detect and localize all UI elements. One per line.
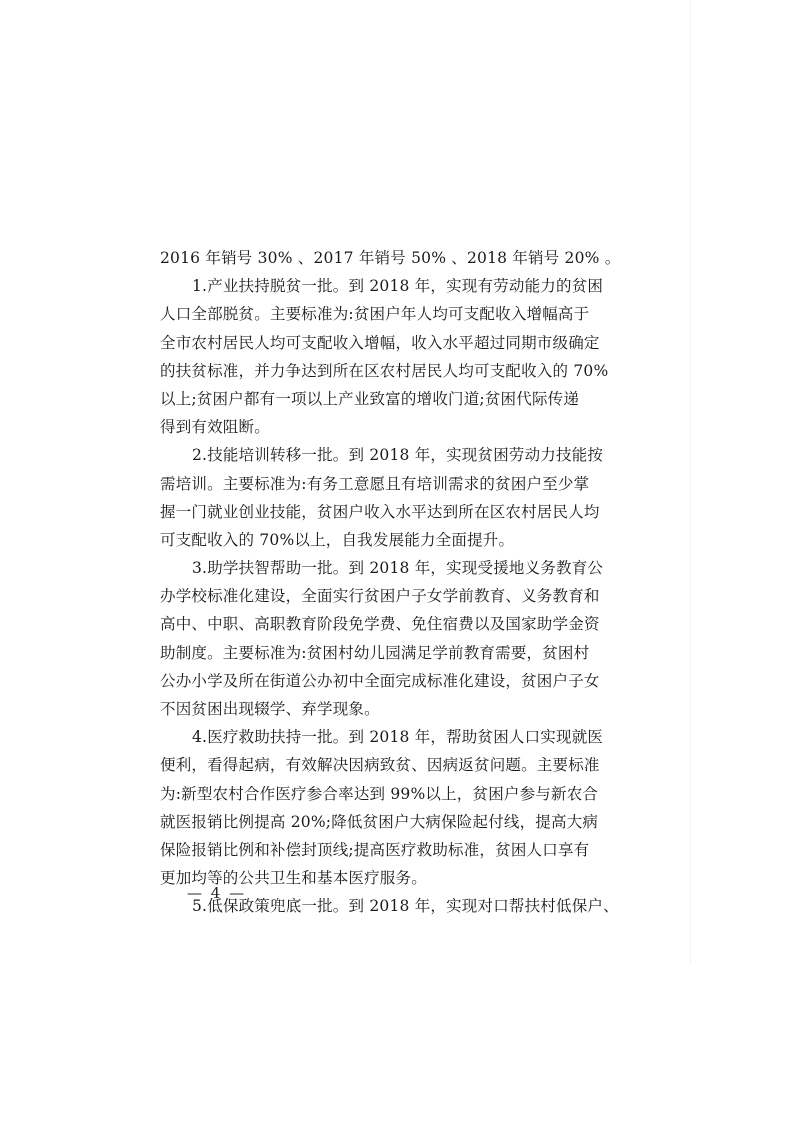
- text-line: 更加均等的公共卫生和基本医疗服务。: [160, 869, 427, 888]
- text-line: 的扶贫标准，并力争达到所在区农村居民人均可支配收入的 70%: [160, 361, 609, 380]
- text-line: 4.医疗救助扶持一批。到 2018 年，帮助贫困人口实现就医: [192, 728, 604, 747]
- text-line: 1.产业扶持脱贫一批。到 2018 年，实现有劳动能力的贫困: [192, 277, 604, 296]
- text-line: 握一门就业创业技能，贫困户收入水平达到所在区农村居民人均: [160, 502, 600, 521]
- text-line: 全市农村居民人均可支配收入增幅，收入水平超过同期市级确定: [160, 333, 600, 352]
- text-line: 便利，看得起病，有效解决因病致贫、因病返贫问题。主要标准: [160, 756, 600, 775]
- text-line: 不因贫困出现辍学、弃学现象。: [160, 700, 380, 718]
- text-line: 以上;贫困户都有一项以上产业致富的增收门道;贫困代际传递: [160, 389, 580, 408]
- text-line: 助制度。主要标准为:贫困村幼儿园满足学前教育需要，贫困村: [160, 643, 590, 662]
- text-line: 2016 年销号 30% 、2017 年销号 50% 、2018 年销号 20% 。: [160, 249, 621, 267]
- text-line: 需培训。主要标准为:有务工意愿且有培训需求的贫困户至少掌: [160, 474, 590, 493]
- text-line: 2.技能培训转移一批。到 2018 年，实现贫困劳动力技能按: [192, 446, 604, 465]
- text-line: 保险报销比例和补偿封顶线;提高医疗救助标准，贫困人口享有: [160, 840, 590, 859]
- text-line: 3.助学扶智帮助一批。到 2018 年，实现受援地义务教育公: [192, 559, 604, 578]
- page-number: — 4 —: [187, 884, 247, 902]
- text-line: 5.低保政策兜底一批。到 2018 年，实现对口帮扶村低保户、: [192, 897, 619, 916]
- text-line: 可支配收入的 70%以上，自我发展能力全面提升。: [160, 530, 515, 549]
- text-line: 人口全部脱贫。主要标准为:贫困户年人均可支配收入增幅高于: [160, 305, 590, 324]
- document-body: [160, 244, 620, 921]
- scan-bottom-margin: [0, 964, 793, 1122]
- text-line: 就医报销比例提高 20%;降低贫困户大病保险起付线，提高大病: [160, 812, 599, 831]
- text-line: 得到有效阻断。: [160, 418, 270, 437]
- scan-artifact-line: [690, 0, 691, 964]
- text-line: 高中、中职、高职教育阶段免学费、免住宿费以及国家助学金资: [160, 615, 600, 634]
- text-line: 办学校标准化建设，全面实行贫困户子女学前教育、义务教育和: [160, 587, 600, 606]
- text-line: 公办小学及所在街道公办初中全面完成标准化建设，贫困户子女: [160, 671, 600, 690]
- text-line: 为:新型农村合作医疗参合率达到 99%以上，贫困户参与新农合: [160, 784, 599, 803]
